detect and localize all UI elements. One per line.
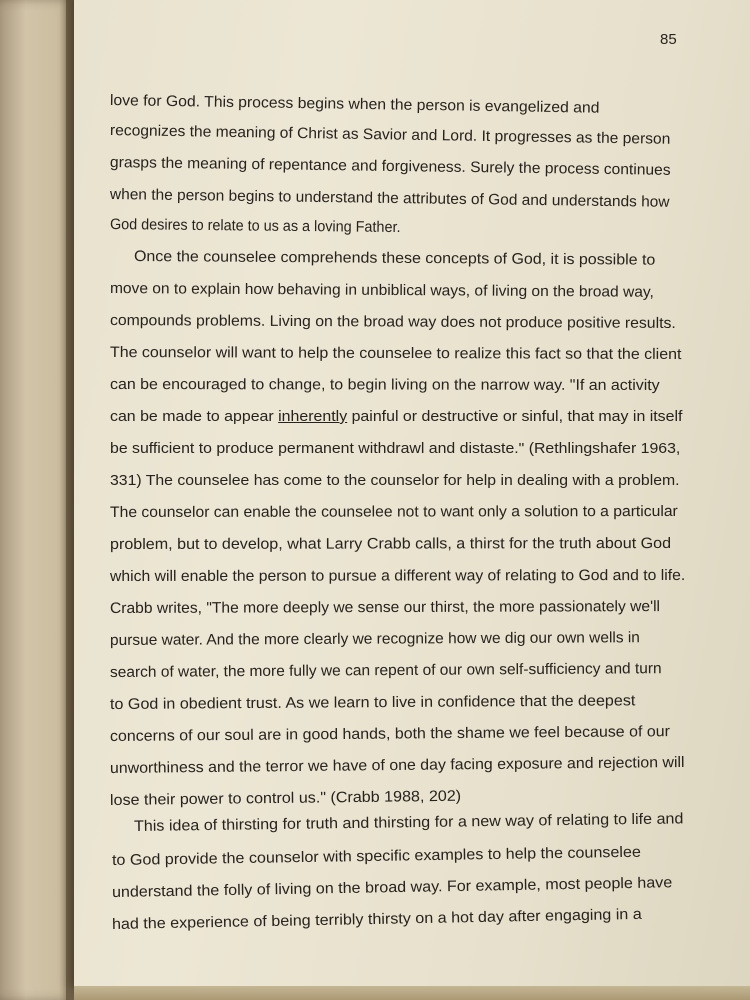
text-line: be sufficient to produce permanent withdrawl and distaste." (Rethlingshafer 1963, xyxy=(110,440,681,457)
text-line: grasps the meaning of repentance and forgiveness. Surely the process continues xyxy=(109,154,671,179)
text-line: God desires to relate to us as a loving Father. xyxy=(109,216,401,237)
text-line: Crabb writes, "The more deeply we sense our thirst, the more passionately we'll xyxy=(109,598,661,617)
text-line: love for God. This process begins when the person is evangelized and xyxy=(109,92,600,117)
text-line: understand the folly of living on the broad way. For example, most people have xyxy=(111,874,673,901)
text-line: Once the counselee comprehends these concepts of God, it is possible to xyxy=(133,248,656,269)
text-line: to God in obedient trust. As we learn to live in confidence that the deepest xyxy=(109,692,636,713)
text-line: recognizes the meaning of Christ as Savior and Lord. It progresses as the person xyxy=(109,122,671,148)
text-line: The counselor will want to help the counselee to realize this fact so that the client xyxy=(109,344,682,363)
text-line: pursue water. And the more clearly we recognize how we dig our own wells in xyxy=(109,629,640,649)
text-line: The counselor can enable the counselee not to want only a solution to a particular xyxy=(109,503,678,521)
text-line: can be encouraged to change, to begin living on the narrow way. "If an activity xyxy=(109,376,660,394)
text-line: compounds problems. Living on the broad way does not produce positive results. xyxy=(109,312,676,332)
text-line: when the person begins to understand the attributes of God and understands how xyxy=(109,186,670,211)
text-line: concerns of our soul are in good hands, both the shame we feel because of our xyxy=(109,723,670,745)
left-page xyxy=(0,0,74,1000)
text-line: unworthiness and the terror we have of one day facing exposure and rejection will xyxy=(109,753,685,777)
text-line: lose their power to control us." (Crabb 1988, 202) xyxy=(109,787,462,809)
text-line: move on to explain how behaving in unbiblical ways, of living on the broad way, xyxy=(109,280,654,301)
text-line xyxy=(110,408,682,425)
text-line: This idea of thirsting for truth and thirsting for a new way of relating to life and xyxy=(133,810,684,835)
underlined-word: inherently xyxy=(278,408,348,425)
text-line: 331) The counselee has come to the counselor for help in dealing with a problem. xyxy=(110,472,680,489)
text-line: which will enable the person to pursue a different way of relating to God and to life. xyxy=(109,566,686,585)
text-fragment: can be made to appear xyxy=(110,408,279,425)
text-line: problem, but to develop, what Larry Crabb calls, a thirst for the truth about God xyxy=(109,535,672,553)
right-page xyxy=(74,0,750,989)
text-line: to God provide the counselor with specific examples to help the counselee xyxy=(111,843,641,869)
page-stack-edge xyxy=(74,986,750,1000)
text-line: had the experience of being terribly thirsty on a hot day after engaging in a xyxy=(111,905,642,933)
text-line: search of water, the more fully we can repent of our own self-sufficiency and turn xyxy=(109,660,662,681)
text-fragment: painful or destructive or sinful, that may in itself xyxy=(347,408,683,425)
page-number: 85 xyxy=(660,31,677,48)
